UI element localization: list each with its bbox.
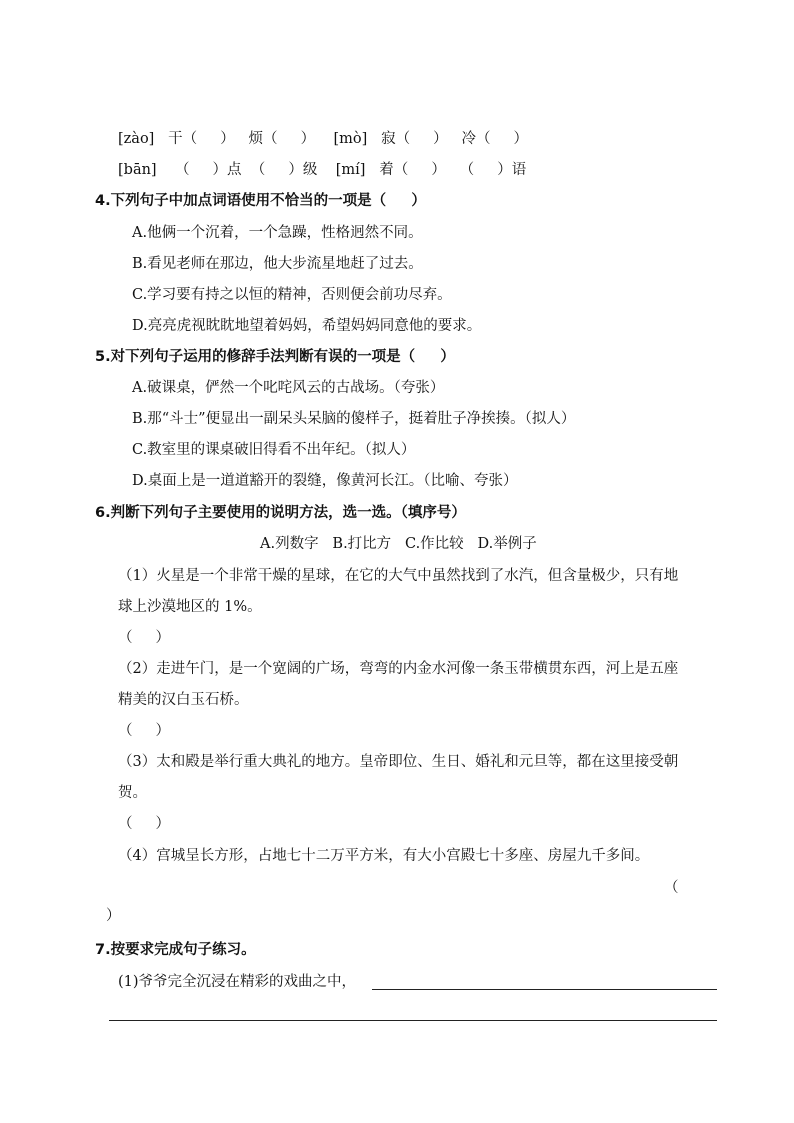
- question-6-item-4: （4）宫城呈长方形，占地七十二万平方米，有大小宫殿七十多座、房屋九千多间。: [118, 848, 650, 864]
- question-5-option-a: A.破课桌，俨然一个叱咤风云的古战场。（夸张）: [132, 380, 445, 396]
- question-6-item-1-answer-blank[interactable]: （ ）: [118, 630, 171, 646]
- question-7-item-1: (1)爷爷完全沉浸在精彩的戏曲之中，: [118, 974, 357, 990]
- question-6-item-4-blank-open[interactable]: （: [664, 880, 679, 896]
- question-6-item-2-answer-blank[interactable]: （ ）: [118, 723, 171, 739]
- question-6-item-4-blank-close[interactable]: ）: [106, 908, 121, 924]
- question-5-title: 5.对下列句子运用的修辞手法判断有误的一项是（ ）: [95, 349, 455, 365]
- question-5-option-c: C.教室里的课桌破旧得看不出年纪。（拟人）: [132, 442, 416, 458]
- question-6-item-3-line-1: （3）太和殿是举行重大典礼的地方。皇帝即位、生日、婚礼和元旦等，都在这里接受朝: [118, 754, 679, 770]
- question-4-option-c: C.学习要有持之以恒的精神，否则便会前功尽弃。: [132, 287, 452, 303]
- question-5-option-d: D.桌面上是一道道豁开的裂缝，像黄河长江。（比喻、夸张）: [132, 473, 518, 489]
- question-4-option-a: A.他俩一个沉着，一个急躁，性格迥然不同。: [132, 225, 423, 241]
- question-4-option-b: B.看见老师在那边，他大步流星地赶了过去。: [132, 256, 423, 272]
- question-6-item-1-line-2: 球上沙漠地区的 1%。: [118, 599, 262, 615]
- question-5-option-b: B.那“斗士”便显出一副呆头呆脑的傻样子，挺着肚子净挨揍。（拟人）: [132, 411, 576, 427]
- question-6-item-2-line-1: （2）走进午门，是一个宽阔的广场，弯弯的内金水河像一条玉带横贯东西，河上是五座: [118, 661, 679, 677]
- question-4-option-d: D.亮亮虎视眈眈地望着妈妈，希望妈妈同意他的要求。: [132, 318, 482, 334]
- question-6-item-3-answer-blank[interactable]: （ ）: [118, 816, 171, 832]
- question-7-answer-line-2[interactable]: [109, 1020, 717, 1021]
- pinyin-row-1: [zào] 干（ ） 烦（ ） [mò] 寂（ ） 冷（ ）: [118, 131, 529, 147]
- question-4-title: 4.下列句子中加点词语使用不恰当的一项是（ ）: [95, 193, 426, 209]
- question-7-title: 7.按要求完成句子练习。: [95, 942, 256, 958]
- pinyin-row-2: [bān] （ ）点 （ ）级 [mí] 着（ ） （ ）语: [118, 162, 527, 178]
- question-6-item-1-line-1: （1）火星是一个非常干燥的星球，在它的大气中虽然找到了水汽，但含量极少，只有地: [118, 568, 679, 584]
- question-6-choices: A.列数字 B.打比方 C.作比较 D.举例子: [260, 536, 537, 552]
- question-7-answer-line-1[interactable]: [372, 989, 717, 990]
- question-6-item-2-line-2: 精美的汉白玉石桥。: [118, 692, 249, 708]
- question-6-item-3-line-2: 贺。: [118, 785, 147, 801]
- question-6-title: 6.判断下列句子主要使用的说明方法，选一选。（填序号）: [95, 505, 466, 521]
